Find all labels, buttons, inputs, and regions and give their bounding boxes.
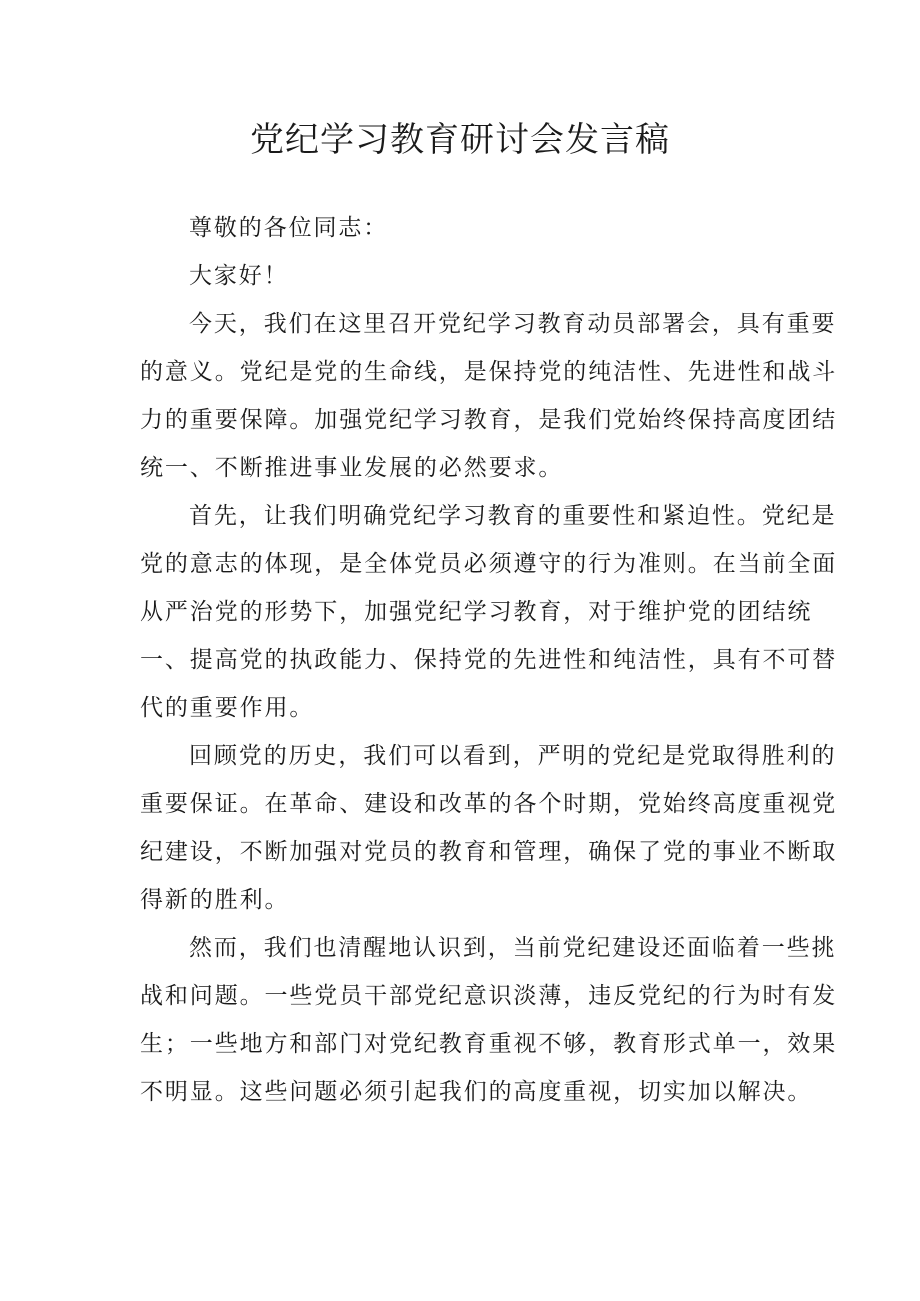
paragraph-line: 回顾党的历史，我们可以看到，严明的党纪是党取得胜利的: [189, 743, 837, 769]
paragraph-line: 今天，我们在这里召开党纪学习教育动员部署会，具有重要: [189, 311, 837, 337]
paragraph-line: 得新的胜利。: [140, 887, 290, 913]
paragraph-3: [140, 740, 838, 932]
paragraph-line: 代的重要作用。: [140, 695, 315, 721]
paragraph-2: [140, 500, 838, 740]
paragraph-line: 的意义。党纪是党的生命线，是保持党的纯洁性、先进性和战斗: [140, 359, 838, 385]
paragraph-line: 一、提高党的执政能力、保持党的先进性和纯洁性，具有不可替: [140, 647, 838, 673]
paragraph-line: 首先，让我们明确党纪学习教育的重要性和紧迫性。党纪是: [189, 503, 837, 529]
paragraph-line: 力的重要保障。加强党纪学习教育，是我们党始终保持高度团结: [140, 407, 838, 433]
paragraph-line: 统一、不断推进事业发展的必然要求。: [140, 455, 564, 481]
paragraph-1: [140, 308, 838, 500]
greeting: 大家好！: [189, 263, 289, 289]
paragraph-line: 然而，我们也清醒地认识到，当前党纪建设还面临着一些挑: [189, 935, 837, 961]
document-title: 党纪学习教育研讨会发言稿: [250, 120, 670, 160]
paragraph-4: [140, 932, 838, 1124]
document-body: [140, 212, 838, 1124]
salutation: 尊敬的各位同志：: [189, 215, 389, 241]
paragraph-line: 党的意志的体现，是全体党员必须遵守的行为准则。在当前全面: [140, 551, 838, 577]
paragraph-line: 战和问题。一些党员干部党纪意识淡薄，违反党纪的行为时有发: [140, 983, 838, 1009]
paragraph-line: 重要保证。在革命、建设和改革的各个时期，党始终高度重视党: [140, 791, 838, 817]
paragraph-line: 从严治党的形势下，加强党纪学习教育，对于维护党的团结统: [140, 599, 813, 625]
paragraph-line: 纪建设，不断加强对党员的教育和管理，确保了党的事业不断取: [140, 839, 838, 865]
paragraph-line: 不明显。这些问题必须引起我们的高度重视，切实加以解决。: [140, 1079, 813, 1105]
paragraph-line: 生；一些地方和部门对党纪教育重视不够，教育形式单一，效果: [140, 1031, 838, 1057]
